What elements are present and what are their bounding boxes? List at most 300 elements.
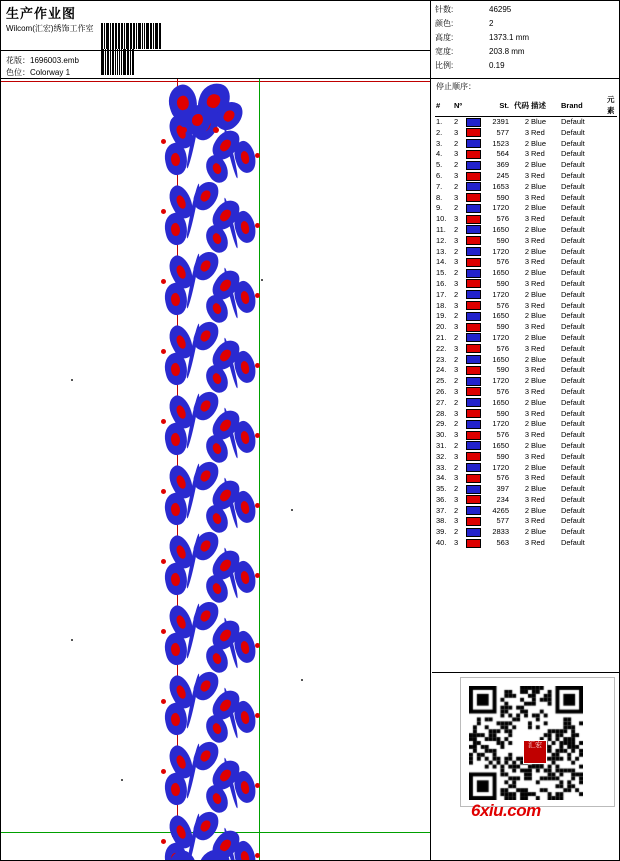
table-row[interactable] xyxy=(435,160,617,171)
cell-needle: 2 xyxy=(454,117,459,126)
cell-code: 3 xyxy=(524,149,529,159)
table-row[interactable] xyxy=(435,149,617,160)
barcode-bar xyxy=(110,23,111,49)
barcode-bar xyxy=(144,23,145,49)
cell-stitches: 590 xyxy=(496,365,509,375)
cell-brand: Default xyxy=(561,408,585,418)
barcode-bar xyxy=(115,49,116,75)
cell-stitches: 2391 xyxy=(492,117,509,126)
cell-needle: 3 xyxy=(454,192,459,202)
cell-code: 3 xyxy=(524,451,529,461)
table-row[interactable] xyxy=(435,355,617,366)
barcode-bar xyxy=(101,49,104,75)
cell-color-swatch xyxy=(465,538,482,549)
table-row[interactable] xyxy=(435,398,617,409)
cell-color-swatch xyxy=(465,484,482,495)
cell-needle: 3 xyxy=(454,300,459,310)
cell-code: 3 xyxy=(524,214,529,224)
cell-needle: 3 xyxy=(454,473,459,483)
stitch-bud xyxy=(255,713,260,718)
cell-stitches: 576 xyxy=(496,214,509,224)
cell-code: 3 xyxy=(524,343,529,353)
cell-code: 2 xyxy=(524,376,529,386)
cell-code: 2 xyxy=(524,332,529,342)
barcode-bar xyxy=(106,23,109,49)
table-row[interactable] xyxy=(435,495,617,506)
cell-stitches: 369 xyxy=(496,160,509,170)
cell-stitches: 576 xyxy=(496,386,509,396)
barcode-bar xyxy=(119,49,120,75)
cell-needle: 2 xyxy=(454,332,459,342)
qr-code[interactable] xyxy=(469,686,583,800)
cell-stitches: 1650 xyxy=(492,440,509,450)
cell-stitches: 245 xyxy=(496,170,509,180)
table-row[interactable] xyxy=(435,365,617,376)
qr-panel xyxy=(460,677,615,807)
stitch-bud xyxy=(255,433,260,438)
table-row[interactable] xyxy=(435,225,617,236)
table-row[interactable] xyxy=(435,430,617,441)
cell-index: 36. xyxy=(436,494,447,504)
cell-stitches: 1650 xyxy=(492,268,509,278)
cell-description: Blue xyxy=(531,160,547,170)
cell-element xyxy=(606,128,617,139)
cell-brand: Default xyxy=(561,278,585,288)
cell-index: 2. xyxy=(436,127,443,137)
table-row[interactable] xyxy=(435,128,617,139)
cell-needle: 2 xyxy=(454,246,459,256)
cell-index: 10. xyxy=(436,214,447,224)
cell-element xyxy=(606,160,617,171)
color-swatch xyxy=(466,258,481,267)
header-divider xyxy=(1,50,430,51)
cell-index: 23. xyxy=(436,354,447,364)
cell-element xyxy=(606,398,617,409)
color-swatch xyxy=(466,301,481,310)
motif-endcap xyxy=(151,79,281,151)
cell-brand: Default xyxy=(561,516,585,526)
cell-index: 30. xyxy=(436,430,447,440)
cell-brand: Default xyxy=(561,170,585,180)
cell-description: Red xyxy=(531,322,545,332)
cell-index: 8. xyxy=(436,192,443,202)
spec-row xyxy=(435,31,616,45)
cell-stitches: 590 xyxy=(496,192,509,202)
table-row[interactable] xyxy=(435,290,617,301)
cell-brand: Default xyxy=(561,419,585,429)
cell-needle: 3 xyxy=(454,494,459,504)
cell-element xyxy=(606,365,617,376)
table-row[interactable] xyxy=(435,182,617,193)
stitch-bud xyxy=(255,293,260,298)
cell-code: 3 xyxy=(524,235,529,245)
cell-brand: Default xyxy=(561,494,585,504)
cell-needle: 2 xyxy=(454,138,459,148)
cell-element xyxy=(606,376,617,387)
cell-stitches: 1720 xyxy=(492,462,509,472)
cell-description: Red xyxy=(531,149,545,159)
spec-label: 比例: xyxy=(435,61,454,70)
cell-element xyxy=(606,301,617,312)
cell-brand: Default xyxy=(561,322,585,332)
color-swatch xyxy=(466,355,481,364)
cell-brand: Default xyxy=(561,235,585,245)
table-row[interactable] xyxy=(435,311,617,322)
cell-stitches: 576 xyxy=(496,257,509,267)
cell-stitches: 1720 xyxy=(492,419,509,429)
table-row[interactable] xyxy=(435,376,617,387)
cell-index: 33. xyxy=(436,462,447,472)
table-row[interactable] xyxy=(435,268,617,279)
table-row[interactable] xyxy=(435,247,617,258)
color-swatch xyxy=(466,387,481,396)
cell-stitches: 1720 xyxy=(492,203,509,213)
stitch-bud xyxy=(161,629,166,634)
registration-dot xyxy=(71,379,73,381)
field-colorway xyxy=(6,67,70,78)
cell-element xyxy=(606,171,617,182)
table-row[interactable] xyxy=(435,473,617,484)
color-swatch xyxy=(466,204,481,213)
table-row[interactable] xyxy=(435,409,617,420)
motif-repeat xyxy=(151,179,281,251)
cell-color-swatch xyxy=(465,311,482,322)
cell-element xyxy=(606,355,617,366)
cell-needle: 2 xyxy=(454,397,459,407)
table-row[interactable] xyxy=(435,171,617,182)
color-swatch xyxy=(466,118,481,127)
embroidery-artwork xyxy=(151,89,281,849)
cell-color-swatch xyxy=(465,214,482,225)
cell-description: Red xyxy=(531,343,545,353)
cell-code: 3 xyxy=(524,473,529,483)
field-design-file-value: 1696003.emb xyxy=(30,56,79,65)
barcode-bar xyxy=(127,49,129,75)
cell-code: 2 xyxy=(524,354,529,364)
cell-index: 25. xyxy=(436,376,447,386)
cell-color-swatch xyxy=(465,193,482,204)
cell-needle: 3 xyxy=(454,127,459,137)
qr-center-logo: 汇宏 xyxy=(523,740,547,764)
motif-repeat xyxy=(151,599,281,671)
table-row[interactable] xyxy=(435,117,617,128)
table-row[interactable] xyxy=(435,333,617,344)
cell-element xyxy=(606,193,617,204)
cell-color-swatch xyxy=(465,506,482,517)
barcode-bar xyxy=(142,23,143,49)
cell-needle: 2 xyxy=(454,268,459,278)
cell-color-swatch xyxy=(465,257,482,268)
cell-brand: Default xyxy=(561,462,585,472)
cell-index: 12. xyxy=(436,235,447,245)
cell-brand: Default xyxy=(561,343,585,353)
stitch-shape xyxy=(195,846,233,860)
cell-needle: 3 xyxy=(454,386,459,396)
cell-code: 3 xyxy=(524,365,529,375)
cell-color-swatch xyxy=(465,247,482,258)
color-swatch xyxy=(466,279,481,288)
spec-label: 高度: xyxy=(435,33,454,42)
cell-index: 37. xyxy=(436,505,447,515)
cell-description: Red xyxy=(531,192,545,202)
cell-description: Blue xyxy=(531,203,547,213)
color-swatch xyxy=(466,409,481,418)
cell-code: 2 xyxy=(524,181,529,191)
cell-brand: Default xyxy=(561,138,585,148)
cell-code: 3 xyxy=(524,170,529,180)
cell-description: Blue xyxy=(531,484,547,494)
cell-needle: 3 xyxy=(454,214,459,224)
cell-code: 2 xyxy=(524,117,529,126)
color-swatch xyxy=(466,539,481,548)
cell-brand: Default xyxy=(561,257,585,267)
col-element: 元素 xyxy=(607,95,615,115)
cell-brand: Default xyxy=(561,430,585,440)
cell-needle: 3 xyxy=(454,408,459,418)
cell-color-swatch xyxy=(465,495,482,506)
cell-brand: Default xyxy=(561,397,585,407)
cell-color-swatch xyxy=(465,322,482,333)
cell-brand: Default xyxy=(561,376,585,386)
barcode-bar xyxy=(136,23,137,49)
cell-needle: 2 xyxy=(454,419,459,429)
spec-value: 2 xyxy=(489,19,494,28)
cell-code: 3 xyxy=(524,494,529,504)
cell-needle: 3 xyxy=(454,278,459,288)
spec-value: 1373.1 mm xyxy=(489,33,530,42)
color-swatch xyxy=(466,312,481,321)
cell-needle: 3 xyxy=(454,538,459,548)
table-row[interactable] xyxy=(435,538,617,549)
spec-value: 46295 xyxy=(489,5,512,14)
cell-element xyxy=(606,506,617,517)
stitch-bud xyxy=(161,769,166,774)
cell-element xyxy=(606,527,617,538)
color-swatch xyxy=(466,247,481,256)
barcode-bar xyxy=(107,49,109,75)
table-row[interactable] xyxy=(435,279,617,290)
cell-description: Red xyxy=(531,127,545,137)
barcode-bar xyxy=(130,23,132,49)
color-swatch xyxy=(466,398,481,407)
cell-color-swatch xyxy=(465,409,482,420)
color-swatch xyxy=(466,495,481,504)
cell-stitches: 4265 xyxy=(492,505,509,515)
cell-color-swatch xyxy=(465,182,482,193)
cell-stitches: 1650 xyxy=(492,397,509,407)
cell-description: Blue xyxy=(531,440,547,450)
cell-color-swatch xyxy=(465,171,482,182)
stitch-bud xyxy=(161,559,166,564)
cell-color-swatch xyxy=(465,355,482,366)
cell-code: 3 xyxy=(524,278,529,288)
cell-color-swatch xyxy=(465,430,482,441)
header-left xyxy=(1,1,431,79)
cell-index: 16. xyxy=(436,278,447,288)
registration-dot xyxy=(301,679,303,681)
color-swatch xyxy=(466,215,481,224)
cell-color-swatch xyxy=(465,268,482,279)
barcode-bar xyxy=(146,23,149,49)
cell-color-swatch xyxy=(465,463,482,474)
cell-index: 35. xyxy=(436,484,447,494)
cell-brand: Default xyxy=(561,160,585,170)
cell-needle: 3 xyxy=(454,516,459,526)
barcode-bar xyxy=(118,23,120,49)
field-colorway-value: Colorway 1 xyxy=(30,68,71,77)
cell-index: 27. xyxy=(436,397,447,407)
table-row[interactable] xyxy=(435,322,617,333)
cell-description: Red xyxy=(531,408,545,418)
barcode-bar xyxy=(121,23,123,49)
table-row[interactable] xyxy=(435,257,617,268)
stop-order-label: 停止顺序： xyxy=(436,82,476,91)
cell-stitches: 397 xyxy=(496,484,509,494)
cell-code: 2 xyxy=(524,505,529,515)
cell-brand: Default xyxy=(561,354,585,364)
table-row[interactable] xyxy=(435,516,617,527)
table-row[interactable] xyxy=(435,506,617,517)
barcode-bar xyxy=(159,23,161,49)
cell-code: 3 xyxy=(524,192,529,202)
cell-description: Red xyxy=(531,214,545,224)
color-swatch xyxy=(466,344,481,353)
cell-description: Red xyxy=(531,257,545,267)
table-row[interactable] xyxy=(435,419,617,430)
cell-index: 38. xyxy=(436,516,447,526)
table-row[interactable] xyxy=(435,441,617,452)
col-description: 描述 xyxy=(531,100,546,110)
spec-label: 宽度: xyxy=(435,47,454,56)
cell-description: Blue xyxy=(531,332,547,342)
cell-brand: Default xyxy=(561,311,585,321)
cell-element xyxy=(606,203,617,214)
cell-color-swatch xyxy=(465,279,482,290)
color-swatch xyxy=(466,485,481,494)
cell-element xyxy=(606,473,617,484)
barcode-bar xyxy=(112,49,114,75)
color-swatch xyxy=(466,474,481,483)
cell-needle: 3 xyxy=(454,235,459,245)
cell-brand: Default xyxy=(561,149,585,159)
cell-element xyxy=(606,214,617,225)
cell-brand: Default xyxy=(561,365,585,375)
cell-needle: 3 xyxy=(454,343,459,353)
cell-needle: 2 xyxy=(454,484,459,494)
cell-brand: Default xyxy=(561,289,585,299)
table-row[interactable] xyxy=(435,139,617,150)
barcode-bar xyxy=(126,23,129,49)
table-row[interactable] xyxy=(435,452,617,463)
cell-stitches: 1650 xyxy=(492,224,509,234)
table-row[interactable] xyxy=(435,344,617,355)
cell-color-swatch xyxy=(465,117,482,128)
cell-index: 19. xyxy=(436,311,447,321)
cell-brand: Default xyxy=(561,203,585,213)
cell-index: 21. xyxy=(436,332,447,342)
cell-stitches: 590 xyxy=(496,408,509,418)
cell-description: Blue xyxy=(531,462,547,472)
cell-color-swatch xyxy=(465,236,482,247)
table-row[interactable] xyxy=(435,387,617,398)
spec-value: 203.8 mm xyxy=(489,47,525,56)
table-row[interactable] xyxy=(435,301,617,312)
cell-description: Red xyxy=(531,300,545,310)
field-design-file-label: 花版： xyxy=(6,56,30,65)
table-row[interactable] xyxy=(435,463,617,474)
cell-needle: 2 xyxy=(454,462,459,472)
barcode-bar xyxy=(124,23,125,49)
cell-description: Blue xyxy=(531,246,547,256)
cell-index: 40. xyxy=(436,538,447,548)
cell-color-swatch xyxy=(465,473,482,484)
cell-description: Blue xyxy=(531,527,547,537)
cell-element xyxy=(606,430,617,441)
color-swatch xyxy=(466,377,481,386)
motif-endcap xyxy=(151,845,281,860)
cell-stitches: 2833 xyxy=(492,527,509,537)
cell-color-swatch xyxy=(465,441,482,452)
cell-code: 2 xyxy=(524,397,529,407)
cell-index: 24. xyxy=(436,365,447,375)
spec-row xyxy=(435,17,616,31)
cell-code: 2 xyxy=(524,138,529,148)
table-row[interactable] xyxy=(435,484,617,495)
cell-stitches: 576 xyxy=(496,430,509,440)
barcode-bar xyxy=(132,49,134,75)
cell-description: Red xyxy=(531,170,545,180)
cell-needle: 2 xyxy=(454,160,459,170)
col-index: # xyxy=(436,100,441,110)
cell-stitches: 1650 xyxy=(492,311,509,321)
cell-color-swatch xyxy=(465,139,482,150)
color-swatch xyxy=(466,172,481,181)
stitch-bud xyxy=(213,127,219,133)
cell-stitches: 1650 xyxy=(492,354,509,364)
color-swatch xyxy=(466,517,481,526)
stitch-bud xyxy=(161,209,166,214)
barcode-bar xyxy=(101,23,103,49)
table-row[interactable] xyxy=(435,527,617,538)
table-row[interactable] xyxy=(435,203,617,214)
table-row[interactable] xyxy=(435,193,617,204)
cell-stitches: 1523 xyxy=(492,138,509,148)
cell-color-swatch xyxy=(465,203,482,214)
cell-code: 2 xyxy=(524,484,529,494)
cell-brand: Default xyxy=(561,224,585,234)
cell-stitches: 1653 xyxy=(492,181,509,191)
stitch-bud xyxy=(161,419,166,424)
cell-index: 14. xyxy=(436,257,447,267)
col-brand: Brand xyxy=(561,100,583,110)
cell-description: Blue xyxy=(531,181,547,191)
cell-color-swatch xyxy=(465,333,482,344)
color-swatch xyxy=(466,139,481,148)
color-swatch xyxy=(466,452,481,461)
cell-code: 3 xyxy=(524,430,529,440)
table-row[interactable] xyxy=(435,214,617,225)
cell-element xyxy=(606,333,617,344)
motif-repeat xyxy=(151,739,281,811)
cell-stitches: 576 xyxy=(496,473,509,483)
barcode-bar xyxy=(133,23,135,49)
cell-element xyxy=(606,344,617,355)
cell-element xyxy=(606,484,617,495)
barcode-bar xyxy=(153,23,154,49)
cell-element xyxy=(606,236,617,247)
cell-needle: 2 xyxy=(454,289,459,299)
table-row[interactable] xyxy=(435,236,617,247)
